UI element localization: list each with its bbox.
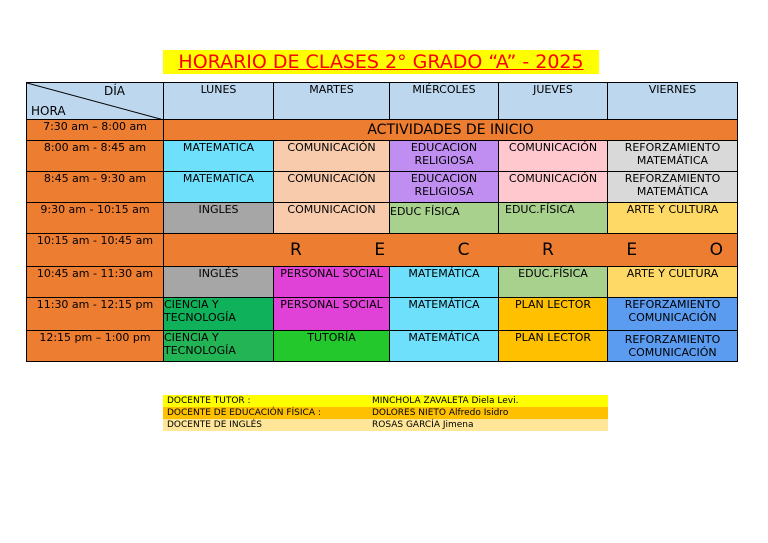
time-cell: 9:30 am - 10:15 am	[27, 203, 164, 234]
schedule-table	[26, 82, 738, 362]
subject-cell: REFORZAMIENTO MATEMÁTICA	[608, 141, 738, 172]
subject-cell: MATEMATICA	[164, 141, 274, 172]
subject-cell: PLAN LECTOR	[499, 298, 608, 331]
subject-cell: COMUNICACIÓN	[499, 141, 608, 172]
subject-cell: PERSONAL SOCIAL	[274, 267, 390, 298]
teacher-row-educ-fisica	[163, 407, 608, 419]
table-row	[27, 203, 738, 234]
table-row	[27, 120, 738, 141]
table-row	[27, 298, 738, 331]
subject-cell: TUTORÍA	[274, 331, 390, 362]
subject-cell: EDUCACION RELIGIOSA	[390, 141, 499, 172]
teacher-role: DOCENTE DE INGLÉS	[167, 420, 263, 430]
recreo-letter: R	[290, 240, 302, 260]
teachers-list	[163, 395, 608, 431]
subject-cell: MATEMÁTICA	[390, 267, 499, 298]
teacher-name: ROSAS GARCÍA Jimena	[372, 420, 474, 430]
recreo-letter: C	[457, 240, 470, 260]
day-header-lunes: LUNES	[164, 83, 274, 120]
recreo-letter: E	[626, 240, 638, 260]
day-header-martes: MARTES	[274, 83, 390, 120]
subject-cell: REFORZAMIENTO COMUNICACIÓN	[608, 331, 738, 362]
recreo-letters	[164, 240, 737, 260]
subject-cell: REFORZAMIENTO COMUNICACIÓN	[608, 298, 738, 331]
table-row	[27, 267, 738, 298]
teacher-name: MINCHOLA ZAVALETA Diela Levi.	[372, 396, 519, 406]
recreo-band	[164, 234, 738, 267]
subject-cell: ARTE Y CULTURA	[608, 267, 738, 298]
subject-cell: PLAN LECTOR	[499, 331, 608, 362]
day-header-viernes: VIERNES	[608, 83, 738, 120]
table-row	[27, 172, 738, 203]
table-row	[27, 234, 738, 267]
subject-cell: MATEMÁTICA	[390, 331, 499, 362]
subject-cell: MATEMÁTICA	[390, 298, 499, 331]
time-cell: 7:30 am – 8:00 am	[27, 120, 164, 141]
recreo-letter: O	[709, 240, 723, 260]
subject-cell: COMUNICACION	[274, 203, 390, 234]
day-header-miercoles: MIÉRCOLES	[390, 83, 499, 120]
subject-cell: EDUC.FÍSICA	[499, 267, 608, 298]
dia-label: DÍA	[104, 84, 125, 98]
subject-cell: CIENCIA Y TECNOLOGÍA	[164, 331, 274, 362]
subject-cell: CIENCIA Y TECNOLOGÍA	[164, 298, 274, 331]
subject-cell: COMUNICACIÓN	[499, 172, 608, 203]
time-cell: 10:15 am - 10:45 am	[27, 234, 164, 267]
page-title: HORARIO DE CLASES 2° GRADO “A” - 2025	[163, 50, 599, 74]
subject-cell: MATEMATICA	[164, 172, 274, 203]
teacher-role: DOCENTE DE EDUCACIÓN FÍSICA :	[167, 408, 321, 418]
recreo-letter: E	[374, 240, 386, 260]
day-header-jueves: JUEVES	[499, 83, 608, 120]
hora-label: HORA	[31, 104, 66, 118]
time-cell: 11:30 am - 12:15 pm	[27, 298, 164, 331]
actividades-inicio-band: ACTIVIDADES DE INICIO	[164, 120, 738, 141]
time-cell: 8:45 am - 9:30 am	[27, 172, 164, 203]
teacher-role: DOCENTE TUTOR :	[167, 396, 251, 406]
corner-cell	[27, 83, 164, 120]
subject-cell: COMUNICACIÓN	[274, 172, 390, 203]
subject-cell: INGLÉS	[164, 267, 274, 298]
subject-cell: EDUC FÍSICA	[390, 203, 499, 234]
teacher-name: DOLORES NIETO Alfredo Isidro	[372, 408, 509, 418]
subject-cell: PERSONAL SOCIAL	[274, 298, 390, 331]
table-row	[27, 141, 738, 172]
time-cell: 12:15 pm – 1:00 pm	[27, 331, 164, 362]
table-row	[27, 331, 738, 362]
time-cell: 8:00 am - 8:45 am	[27, 141, 164, 172]
subject-cell: EDUCACION RELIGIOSA	[390, 172, 499, 203]
subject-cell: ARTE Y CULTURA	[608, 203, 738, 234]
teacher-row-ingles	[163, 419, 608, 431]
header-row	[27, 83, 738, 120]
time-cell: 10:45 am - 11:30 am	[27, 267, 164, 298]
recreo-letter: R	[541, 240, 554, 260]
subject-cell: COMUNICACIÓN	[274, 141, 390, 172]
teacher-row-tutor	[163, 395, 608, 407]
subject-cell: INGLES	[164, 203, 274, 234]
subject-cell: REFORZAMIENTO MATEMÁTICA	[608, 172, 738, 203]
subject-cell: EDUC.FÍSICA	[499, 203, 608, 234]
